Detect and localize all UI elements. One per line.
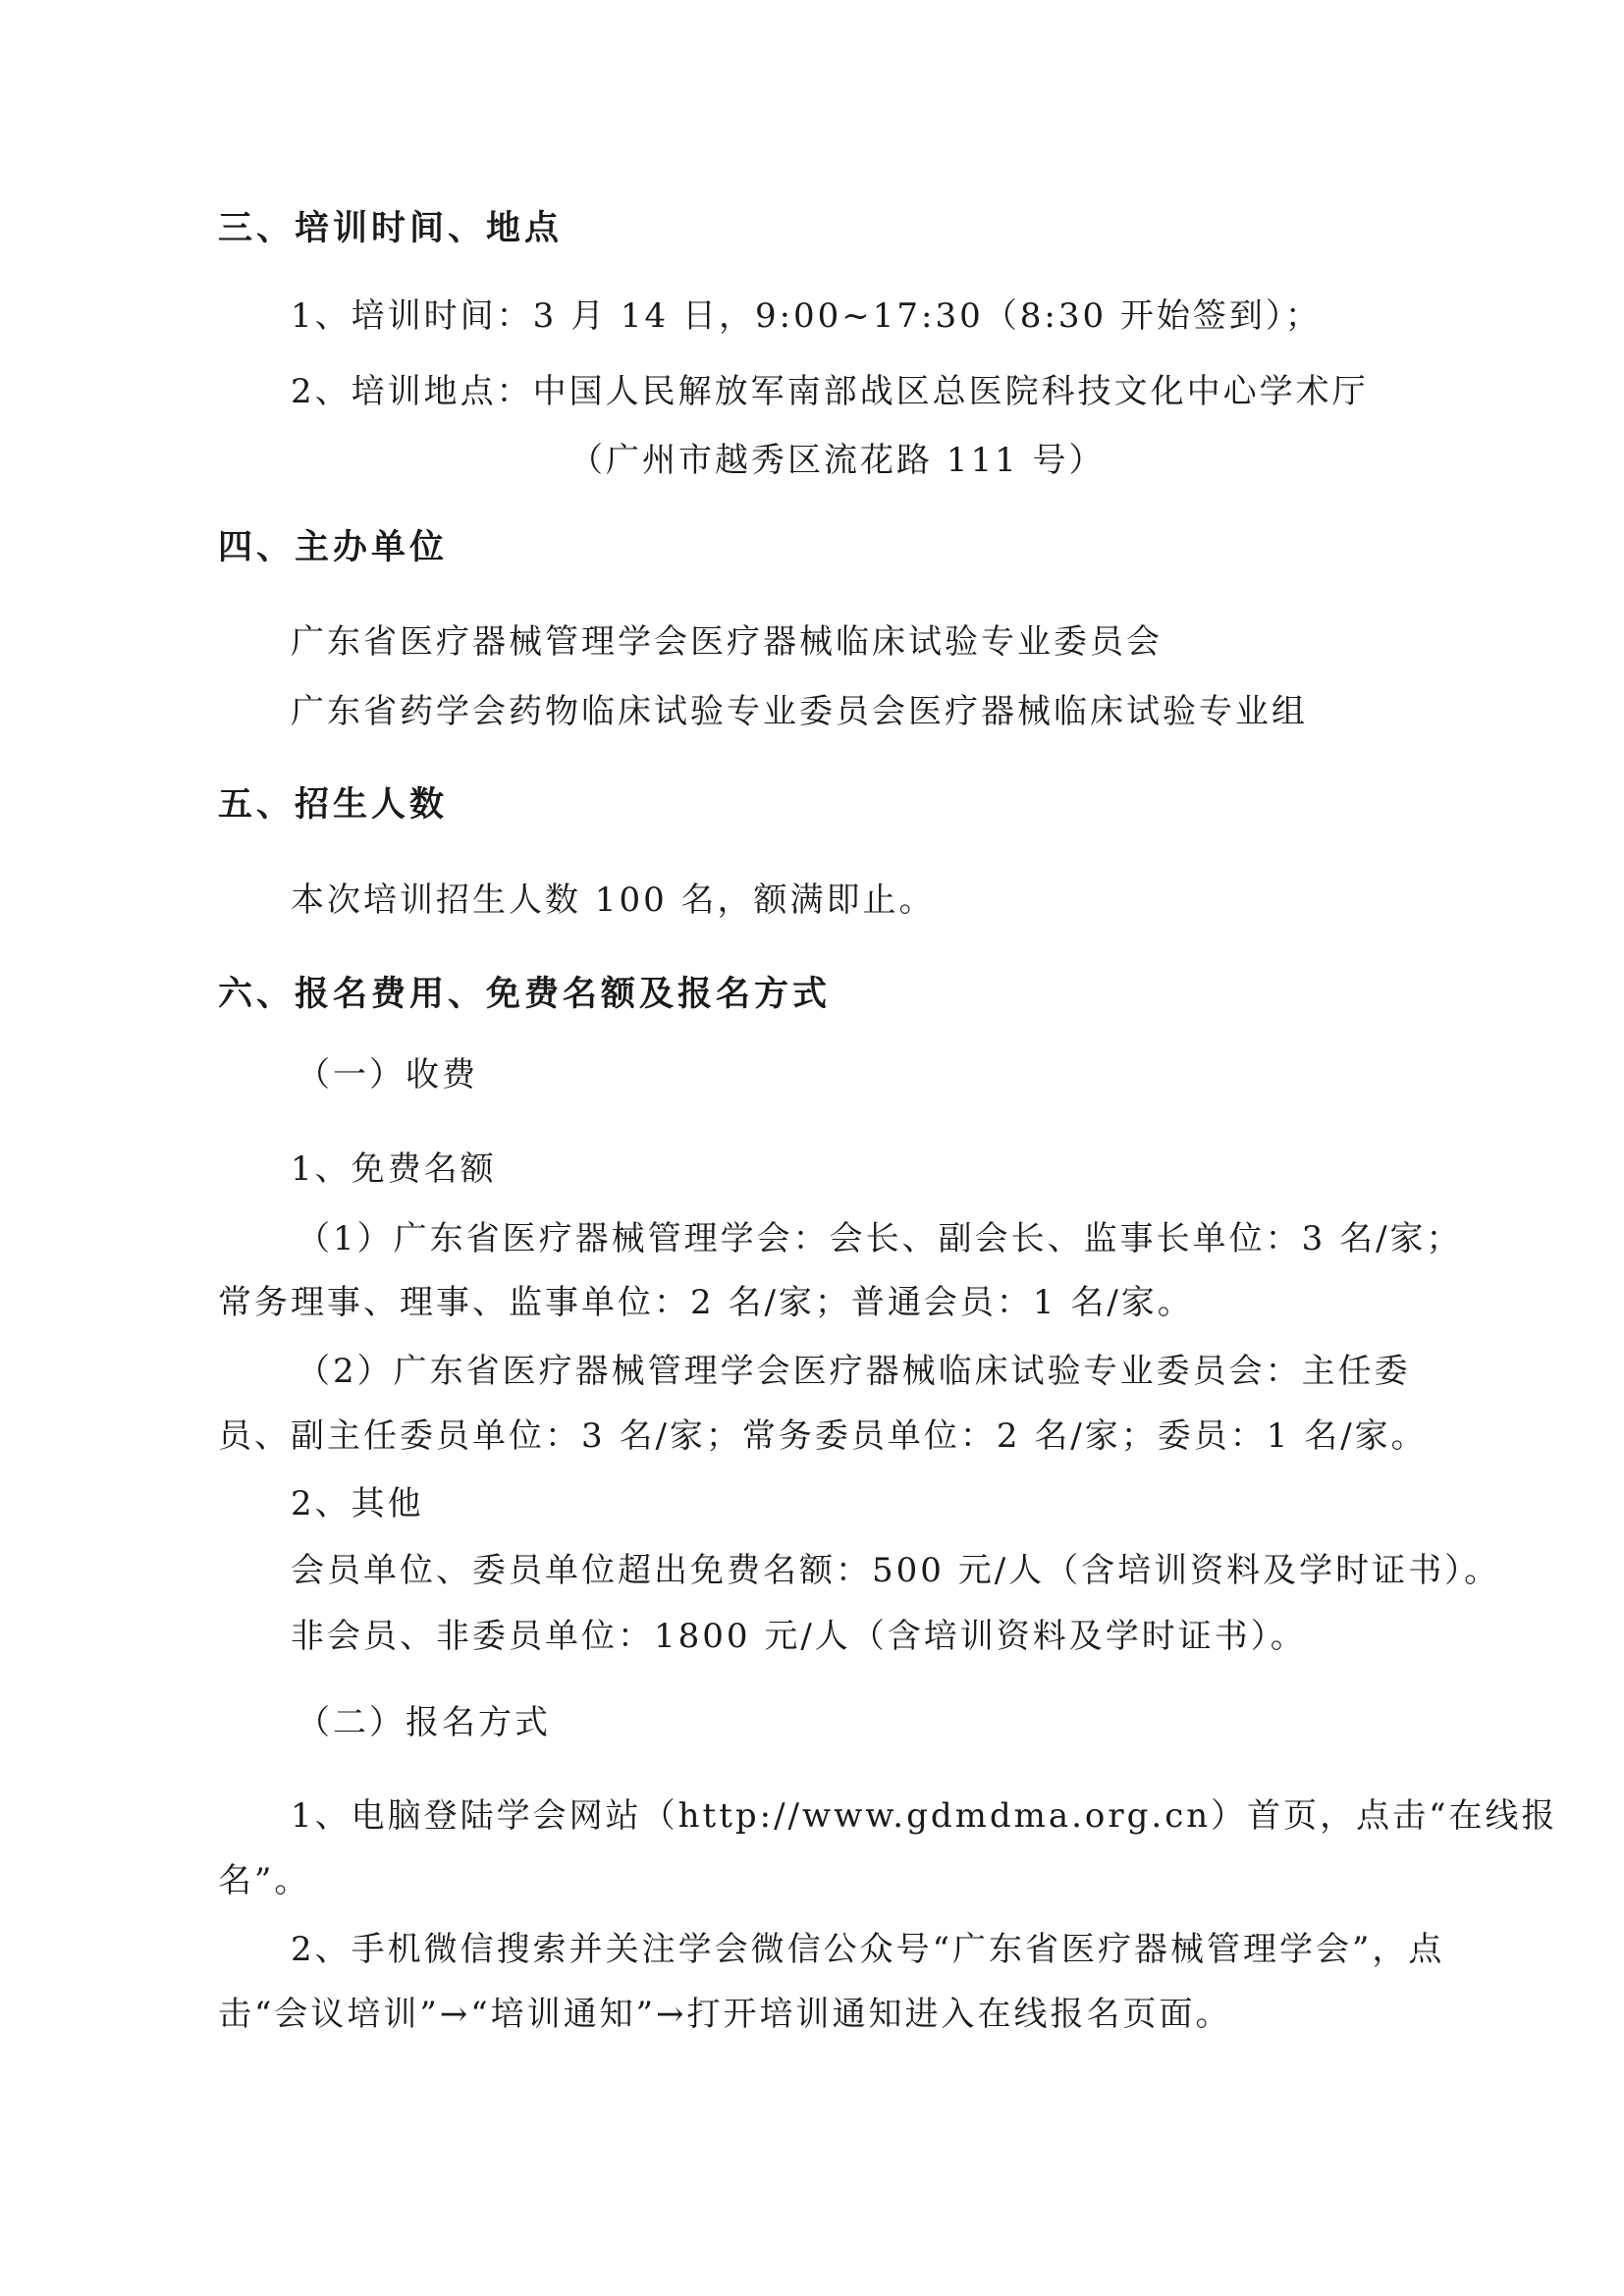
free-quota-2a: （2）广东省医疗器械管理学会医疗器械临床试验专业委员会：主任委 xyxy=(297,1352,1411,1391)
section-4-heading: 四、主办单位 xyxy=(218,528,449,567)
training-address: （广州市越秀区流花路 111 号） xyxy=(569,441,1106,480)
subsection-fees: （一）收费 xyxy=(297,1055,478,1095)
organizer-2: 广东省药学会药物临床试验专业委员会医疗器械临床试验专业组 xyxy=(291,692,1308,731)
organizer-1: 广东省医疗器械管理学会医疗器械临床试验专业委员会 xyxy=(291,622,1163,662)
other-title: 2、其他 xyxy=(291,1484,424,1523)
section-6-heading: 六、报名费用、免费名额及报名方式 xyxy=(218,975,832,1014)
free-quota-title: 1、免费名额 xyxy=(291,1149,497,1189)
other-fee-members: 会员单位、委员单位超出免费名额：500 元/人（含培训资料及学时证书）。 xyxy=(291,1551,1501,1590)
training-time: 1、培训时间：3 月 14 日，9:00~17:30（8:30 开始签到）； xyxy=(291,296,1322,336)
free-quota-1b: 常务理事、理事、监事单位：2 名/家；普通会员：1 名/家。 xyxy=(218,1283,1194,1322)
method-1b: 名”。 xyxy=(218,1861,311,1900)
free-quota-2b: 员、副主任委员单位：3 名/家；常务委员单位：2 名/家；委员：1 名/家。 xyxy=(218,1416,1428,1456)
method-1a: 1、电脑登陆学会网站（http://www.gdmdma.org.cn）首页，点击“在线报 xyxy=(291,1796,1558,1836)
subsection-registration: （二）报名方式 xyxy=(297,1703,551,1742)
section-5-heading: 五、招生人数 xyxy=(218,785,449,825)
other-fee-nonmembers: 非会员、非委员单位：1800 元/人（含培训资料及学时证书）。 xyxy=(291,1617,1307,1656)
enrollment-text: 本次培训招生人数 100 名，额满即止。 xyxy=(291,881,936,920)
training-place: 2、培训地点：中国人民解放军南部战区总医院科技文化中心学术厅 xyxy=(291,372,1369,411)
method-2a: 2、手机微信搜索并关注学会微信公众号“广东省医疗器械管理学会”，点 xyxy=(291,1930,1445,1969)
free-quota-1a: （1）广东省医疗器械管理学会：会长、副会长、监事长单位：3 名/家； xyxy=(297,1219,1463,1258)
section-3-heading: 三、培训时间、地点 xyxy=(218,209,564,248)
method-2b: 击“会议培训”→“培训通知”→打开培训通知进入在线报名页面。 xyxy=(218,1995,1232,2034)
